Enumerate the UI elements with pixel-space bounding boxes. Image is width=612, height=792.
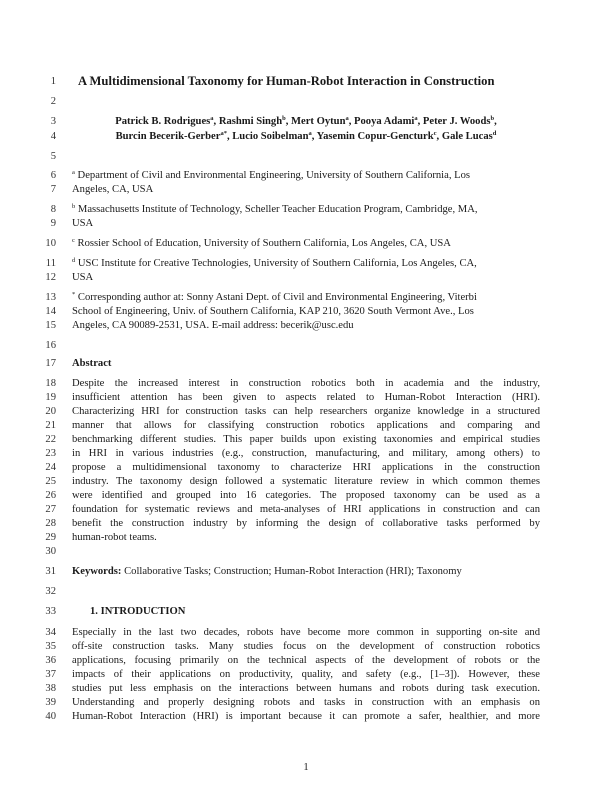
affiliation-text: Rossier School of Education, University of Southern California, Los Angeles, CA, USA xyxy=(77,238,451,249)
line-number: 17 xyxy=(45,358,56,369)
line-number: 9 xyxy=(50,218,56,229)
author-affiliation-mark: a* xyxy=(220,130,227,137)
author-list-line-1 xyxy=(72,116,540,128)
line-number: 29 xyxy=(45,532,56,543)
line-number: 21 xyxy=(45,420,56,431)
line-number: 24 xyxy=(45,462,56,473)
line-number: 18 xyxy=(45,378,56,389)
intro-line: studies put less emphasis on the interactions between humans and robots during task execution. xyxy=(72,683,540,694)
author-name: Lucio Soibelman xyxy=(232,131,309,142)
line-number: 4 xyxy=(50,131,56,142)
line-number: 7 xyxy=(50,184,56,195)
author-separator: , xyxy=(285,116,292,127)
line-number: 22 xyxy=(45,434,56,445)
corresponding-author xyxy=(72,292,540,304)
line-number: 20 xyxy=(45,406,56,417)
intro-line: impacts of their applications on productivity, quality, and safety (e.g., [1–3]). However, these xyxy=(72,669,540,680)
line-number: 35 xyxy=(45,641,56,652)
keywords-label: Keywords: xyxy=(72,566,122,577)
author-affiliation-mark: b xyxy=(282,115,286,122)
affiliation-b xyxy=(72,204,540,216)
line-number: 27 xyxy=(45,504,56,515)
affiliation-mark: d xyxy=(72,257,76,264)
abstract-line: manner that allows for classifying construction robotics applications and comparing and xyxy=(72,420,540,431)
author-name: Yasemin Copur-Gencturk xyxy=(316,131,434,142)
line-number: 39 xyxy=(45,697,56,708)
line-number: 5 xyxy=(50,151,56,162)
author-affiliation-mark: a xyxy=(210,115,214,122)
line-number: 37 xyxy=(45,669,56,680)
author-affiliation-mark: a xyxy=(308,130,312,137)
abstract-line: were identified and grouped into 16 categories. The proposed taxonomy can be used as a xyxy=(72,490,540,501)
affiliation-d xyxy=(72,258,540,270)
author-name: Patrick B. Rodrigues xyxy=(115,116,211,127)
line-number: 6 xyxy=(50,170,56,181)
author-affiliation-mark: c xyxy=(433,130,437,137)
line-number: 15 xyxy=(45,320,56,331)
abstract-line: Despite the increased interest in construction robotics both in academia and the industry, xyxy=(72,378,540,389)
abstract-heading: Abstract xyxy=(72,358,112,369)
affiliation-mark: a xyxy=(72,169,75,176)
intro-line: applications, focusing primarily on the technical aspects of the development of robots or the xyxy=(72,655,540,666)
author-name: Pooya Adami xyxy=(354,116,415,127)
corresponding-text: Corresponding author at: Sonny Astani Dept. of Civil and Environmental Engineering, Viterbi xyxy=(77,292,477,303)
line-number: 12 xyxy=(45,272,56,283)
line-number: 16 xyxy=(45,340,56,351)
line-number: 32 xyxy=(45,586,56,597)
author-separator: , xyxy=(226,131,233,142)
line-number: 2 xyxy=(50,96,56,107)
intro-line: Understanding and properly designing robots and tasks in construction with an emphasis on xyxy=(72,697,540,708)
author-name: Rashmi Singh xyxy=(218,116,283,127)
line-number: 28 xyxy=(45,518,56,529)
line-number: 40 xyxy=(45,711,56,722)
author-separator: , xyxy=(348,116,355,127)
intro-line: Human-Robot Interaction (HRI) is important because it can promote a safer, healthier, and more xyxy=(72,711,540,722)
author-affiliation-mark: d xyxy=(492,130,497,137)
author-affiliation-mark: b xyxy=(490,115,495,122)
line-number: 38 xyxy=(45,683,56,694)
author-separator: , xyxy=(213,116,219,127)
corresponding-author-cont: Angeles, CA 90089-2531, USA. E-mail address: becerik@usc.edu xyxy=(72,320,354,331)
affiliation-a-cont: Angeles, CA, USA xyxy=(72,184,154,195)
line-number: 31 xyxy=(45,566,56,577)
line-number: 36 xyxy=(45,655,56,666)
affiliation-mark: b xyxy=(72,203,76,210)
author-affiliation-mark: a xyxy=(345,115,349,122)
line-number: 10 xyxy=(45,238,56,249)
author-separator: , xyxy=(311,131,317,142)
line-number: 26 xyxy=(45,490,56,501)
line-number: 33 xyxy=(45,606,56,617)
abstract-line: insufficient attention has been given to aspects related to Human-Robot Interaction (HRI). xyxy=(72,392,540,403)
author-separator: , xyxy=(494,116,497,127)
author-name: Mert Oytun xyxy=(291,116,346,127)
keywords-text: Collaborative Tasks; Construction; Human-Robot Interaction (HRI); Taxonomy xyxy=(121,566,462,577)
affiliation-a xyxy=(72,170,540,182)
intro-line: off-site construction tasks. Many studies focus on the development of construction robotics xyxy=(72,641,540,652)
affiliation-text: USC Institute for Creative Technologies, University of Southern California, Los Angeles, CA, xyxy=(77,258,477,269)
paper-title: A Multidimensional Taxonomy for Human-Robot Interaction in Construction xyxy=(78,74,495,88)
line-number: 19 xyxy=(45,392,56,403)
abstract-line: industry. The taxonomy design followed a systematic literature review in which common themes xyxy=(72,476,540,487)
abstract-line: Characterizing HRI for construction tasks can help researchers organize knowledge in a structured xyxy=(72,406,540,417)
line-number: 8 xyxy=(50,204,56,215)
line-number: 1 xyxy=(50,76,56,87)
corresponding-mark: * xyxy=(72,291,76,298)
author-separator: , xyxy=(417,116,423,127)
affiliation-d-cont: USA xyxy=(72,272,94,283)
author-name: Gale Lucas xyxy=(441,131,493,142)
abstract-line: benchmarking different studies. This paper builds upon existing taxonomies and empirical studies xyxy=(72,434,540,445)
author-name: Peter J. Woods xyxy=(422,116,491,127)
section-heading-introduction: 1. INTRODUCTION xyxy=(90,606,186,617)
abstract-line: human-robot teams. xyxy=(72,532,157,543)
affiliation-text: Massachusetts Institute of Technology, Scheller Teacher Education Program, Cambridge, MA, xyxy=(77,204,478,215)
abstract-line: in HRI in various industries (e.g., construction, manufacturing, and military, among others) to xyxy=(72,448,540,459)
line-number: 3 xyxy=(50,116,56,127)
line-number: 11 xyxy=(45,258,56,269)
line-number: 30 xyxy=(45,546,56,557)
abstract-line: foundation for systematic reviews and meta-analyses of HRI applications in construction and can xyxy=(72,504,540,515)
line-number: 23 xyxy=(45,448,56,459)
author-list-line-2 xyxy=(72,131,540,143)
abstract-line: benefit the construction industry by informing the design of collaborative tasks performed by xyxy=(72,518,540,529)
intro-line: Especially in the last two decades, robots have become more common in supporting on-site and xyxy=(72,627,540,638)
affiliation-c xyxy=(72,238,540,250)
corresponding-author-cont: School of Engineering, Univ. of Southern California, KAP 210, 3620 South Vermont Ave., Los xyxy=(72,306,474,317)
affiliation-mark: c xyxy=(72,237,75,244)
page-number: 1 xyxy=(303,762,309,773)
line-number: 14 xyxy=(45,306,56,317)
author-separator: , xyxy=(436,131,442,142)
affiliation-b-cont: USA xyxy=(72,218,94,229)
author-affiliation-mark: a xyxy=(414,115,418,122)
line-number: 34 xyxy=(45,627,56,638)
line-number: 25 xyxy=(45,476,56,487)
abstract-line: propose a multidimensional taxonomy to characterize HRI applications in the construction xyxy=(72,462,540,473)
author-name: Burcin Becerik-Gerber xyxy=(115,131,221,142)
affiliation-text: Department of Civil and Environmental Engineering, University of Southern California, Los xyxy=(77,170,471,181)
keywords xyxy=(72,566,540,578)
line-number: 13 xyxy=(45,292,56,303)
